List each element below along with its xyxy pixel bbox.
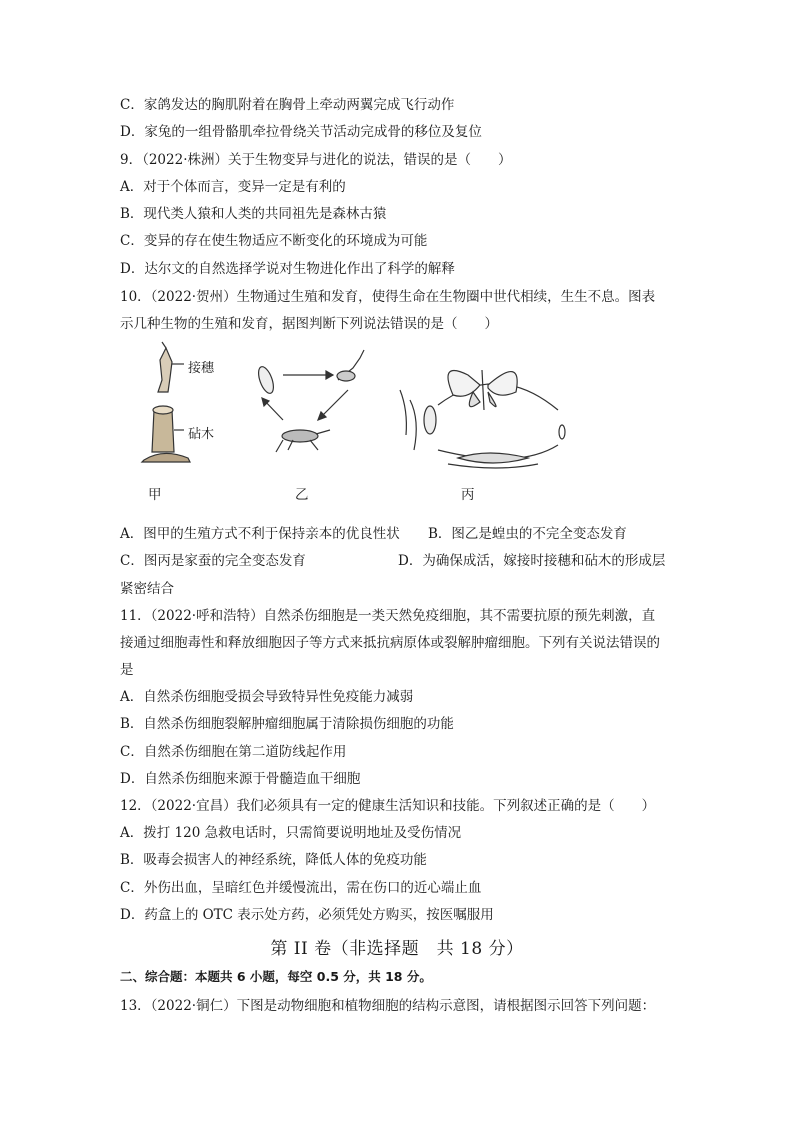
q12-option-c: C．外伤出血，呈暗红色并缓慢流出，需在伤口的近心端止血 (120, 880, 482, 896)
q10-figure (138, 340, 578, 505)
q12-option-a: A．拨打 120 急救电话时，只需简要说明地址及受伤情况 (120, 825, 462, 841)
q11-option-b: B．自然杀伤细胞裂解肿瘤细胞属于清除损伤细胞的功能 (120, 716, 454, 732)
caption-yi: 乙 (295, 487, 309, 503)
q10-option-d-cont: 紧密结合 (120, 581, 174, 597)
q9-option-c: C．变异的存在使生物适应不断变化的环境成为可能 (120, 233, 428, 249)
q9-option-b: B．现代类人猿和人类的共同祖先是森林古猿 (120, 206, 387, 222)
q9-option-a: A．对于个体而言，变异一定是有利的 (120, 179, 346, 195)
q13-stem: 13．（2022·铜仁）下图是动物细胞和植物细胞的结构示意图，请根据图示回答下列问题： (120, 998, 656, 1014)
silkworm-cycle-illustration (400, 370, 565, 468)
q12-option-d: D．药盒上的 OTC 表示处方药，必须凭处方购买，按医嘱服用 (120, 907, 494, 923)
q11-stem-line3: 是 (120, 662, 134, 678)
q11-option-d: D．自然杀伤细胞来源于骨髓造血干细胞 (120, 771, 361, 787)
locust-cycle-illustration (256, 350, 364, 452)
section-2-heading: 二、综合题：本题共 6 小题，每空 0.5 分，共 18 分。 (120, 969, 432, 984)
q10-option-d: D．为确保成活，嫁接时接穗和砧木的形成层 (398, 553, 666, 569)
q8-option-c: C．家鸽发达的胸肌附着在胸骨上牵动两翼完成飞行动作 (120, 97, 455, 113)
q11-stem-line2: 接通过细胞毒性和释放细胞因子等方式来抵抗病原体或裂解肿瘤细胞。下列有关说法错误的 (120, 635, 660, 651)
q11-option-c: C．自然杀伤细胞在第二道防线起作用 (120, 744, 347, 760)
q11-stem-line1: 11．（2022·呼和浩特）自然杀伤细胞是一类天然免疫细胞，其不需要抗原的预先刺激，直 (120, 608, 656, 624)
q10-option-a: A．图甲的生殖方式不利于保持亲本的优良性状 (120, 526, 400, 542)
q9-option-d: D．达尔文的自然选择学说对生物进化作出了科学的解释 (120, 261, 455, 277)
q8-option-d: D．家兔的一组骨骼肌牵拉骨绕关节活动完成骨的移位及复位 (120, 124, 482, 140)
q10-option-c: C．图丙是家蚕的完全变态发育 (120, 553, 306, 569)
q11-option-a: A．自然杀伤细胞受损会导致特异性免疫能力减弱 (120, 689, 414, 705)
q9-stem: 9．（2022·株洲）关于生物变异与进化的说法，错误的是（ ） (120, 152, 512, 168)
q10-stem-line2: 示几种生物的生殖和发育，据图判断下列说法错误的是（ ） (120, 316, 498, 332)
caption-bing: 丙 (461, 487, 475, 503)
caption-jia: 甲 (148, 487, 162, 503)
q10-stem-line1: 10．（2022·贺州）生物通过生殖和发育，使得生命在生物圈中世代相续，生生不息。图表 (120, 289, 656, 305)
q12-option-b: B．吸毒会损害人的神经系统，降低人体的免疫功能 (120, 852, 427, 868)
label-scion: 接穗 (188, 361, 215, 376)
grafting-illustration (142, 342, 190, 462)
section-title: 第 II 卷（非选择题 共 18 分） (270, 939, 524, 959)
q10-option-b: B．图乙是蝗虫的不完全变态发育 (428, 526, 627, 542)
q12-stem: 12．（2022·宜昌）我们必须具有一定的健康生活知识和技能。下列叙述正确的是（ ） (120, 798, 656, 814)
label-rootstock: 砧木 (188, 427, 215, 442)
